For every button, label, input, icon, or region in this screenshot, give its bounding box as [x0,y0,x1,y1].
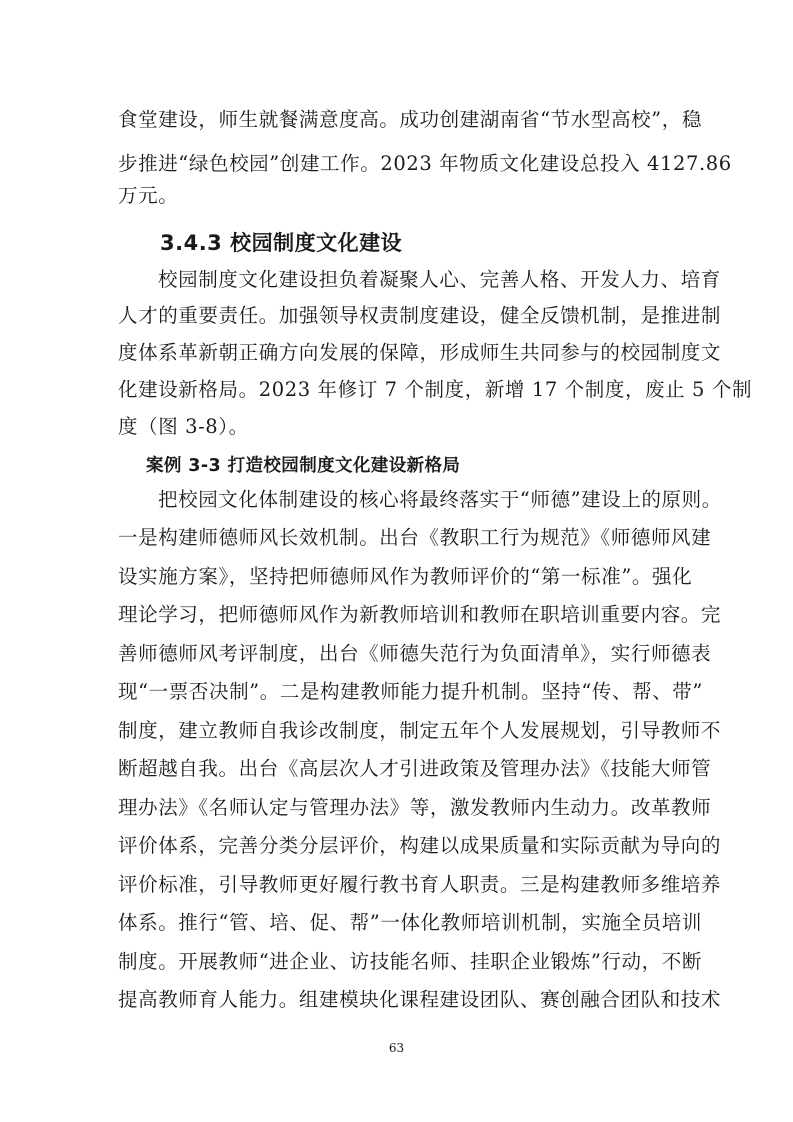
section-line-1: 校园制度文化建设担负着凝聚人心、完善人格、开发人力、培育 [158,268,721,291]
case-line-2: 一是构建师德师风长效机制。出台《教职工行为规范》《师德师风建 [118,526,712,549]
case-line-8: 断超越自我。出台《高层次人才引进政策及管理办法》《技能大师管 [118,757,712,780]
section-line-4: 化建设新格局。2023 年修订 7 个制度，新增 17 个制度，废止 5 个制 [118,378,753,401]
page-number: 63 [388,1041,405,1055]
intro-line-3: 万元。 [118,184,179,207]
case-line-3: 设实施方案》，坚持把师德师风作为教师评价的“第一标准”。强化 [118,565,693,588]
case-title: 案例 3-3 打造校园制度文化建设新格局 [146,456,461,476]
case-line-6: 现“一票否决制”。二是构建教师能力提升机制。坚持“传、帮、带” [118,680,703,703]
case-line-7: 制度，建立教师自我诊改制度，制定五年个人发展规划，引导教师不 [118,719,722,742]
section-line-2: 人才的重要责任。加强领导权责制度建设，健全反馈机制，是推进制 [118,304,722,327]
case-line-1: 把校园文化体制建设的核心将最终落实于“师德”建设上的原则。 [158,488,722,511]
case-line-4: 理论学习，把师德师风作为新教师培训和教师在职培训重要内容。完 [118,603,722,626]
intro-line-2: 步推进“绿色校园”创建工作。2023 年物质文化建设总投入 4127.86 [118,152,732,175]
case-line-13: 制度。开展教师“进企业、访技能名师、挂职企业锻炼”行动，不断 [118,950,702,973]
case-line-11: 评价标准，引导教师更好履行教书育人职责。三是构建教师多维培养 [118,873,722,896]
case-line-14: 提高教师育人能力。组建模块化课程建设团队、赛创融合团队和技术 [118,988,722,1011]
section-line-3: 度体系革新朝正确方向发展的保障，形成师生共同参与的校园制度文 [118,341,722,364]
section-line-5: 度（图 3-8）。 [118,415,249,438]
case-line-12: 体系。推行“管、培、促、帮”一体化教师培训机制，实施全员培训 [118,911,702,934]
case-line-9: 理办法》《名师认定与管理办法》等，激发教师内生动力。改革教师 [118,796,712,819]
case-line-5: 善师德师风考评制度，出台《师德失范行为负面清单》，实行师德表 [118,642,712,665]
case-line-10: 评价体系，完善分类分层评价，构建以成果质量和实际贡献为导向的 [118,834,722,857]
section-heading: 3.4.3 校园制度文化建设 [160,231,403,255]
intro-line-1: 食堂建设，师生就餐满意度高。成功创建湖南省“节水型高校”，稳 [118,108,702,131]
